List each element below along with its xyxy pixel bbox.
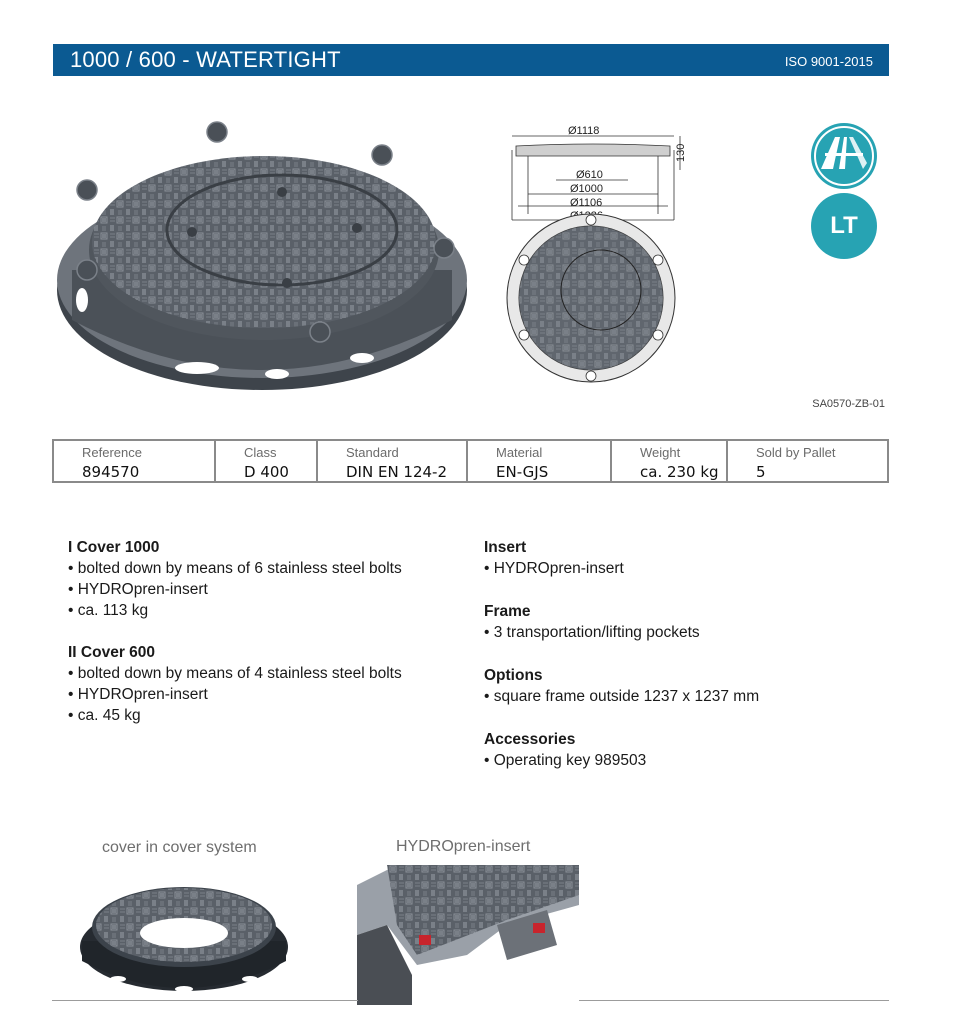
spec-value: 894570 [82, 463, 140, 481]
insert-title: Insert [484, 539, 527, 556]
cover1-title: I Cover 1000 [68, 539, 160, 556]
spec-material [467, 440, 611, 482]
divider [579, 1000, 889, 1001]
dim-130: 130 [675, 143, 687, 162]
drawing-code: SA0570-ZB-01 [812, 398, 885, 410]
options-title: Options [484, 667, 543, 684]
table-row [53, 440, 888, 482]
list-item: • 3 transportation/lifting pockets [484, 624, 700, 641]
spec-value: DIN EN 124-2 [346, 463, 448, 481]
spec-label: Weight [640, 445, 681, 460]
accessories-title: Accessories [484, 731, 576, 748]
spec-sold-by-pallet [727, 440, 888, 482]
hydropren-insert-image [357, 865, 579, 1005]
product-photo [52, 120, 472, 395]
spec-value: D 400 [244, 463, 289, 481]
load-class-badge [811, 193, 877, 259]
motorway-icon [811, 123, 877, 189]
list-item: • HYDROpren-insert [484, 560, 624, 577]
list-item: • HYDROpren-insert [68, 686, 208, 703]
list-item: • bolted down by means of 6 stainless steel bolts [68, 560, 402, 577]
dim-610: Ø610 [576, 169, 603, 181]
spec-table [52, 439, 889, 483]
page-header [53, 44, 889, 76]
list-item: • bolted down by means of 4 stainless steel bolts [68, 665, 402, 682]
caption-cover-system: cover in cover system [102, 839, 257, 856]
divider [52, 1000, 358, 1001]
component-details [484, 537, 884, 771]
spec-value: 5 [756, 463, 766, 481]
frame-title: Frame [484, 603, 531, 620]
spec-value: EN-GJS [496, 463, 549, 481]
list-item: • ca. 113 kg [68, 602, 149, 619]
dim-1106: Ø1106 [570, 197, 603, 209]
cover2-title: II Cover 600 [68, 644, 156, 661]
list-item: • HYDROpren-insert [68, 581, 208, 598]
technical-drawing [498, 120, 698, 390]
spec-label: Sold by Pallet [756, 445, 836, 460]
list-item: • ca. 45 kg [68, 707, 141, 724]
cover-system-image [78, 875, 290, 995]
spec-standard [317, 440, 467, 482]
lt-label: LT [830, 212, 858, 239]
spec-value: ca. 230 kg [640, 463, 719, 481]
dim-1000: Ø1000 [570, 183, 604, 195]
spec-label: Class [244, 445, 277, 460]
spec-reference [53, 440, 215, 482]
spec-label: Standard [346, 445, 399, 460]
spec-weight [611, 440, 727, 482]
caption-insert: HYDROpren-insert [396, 838, 531, 855]
list-item: • square frame outside 1237 x 1237 mm [484, 688, 760, 705]
spec-label: Material [496, 445, 543, 460]
spec-label: Reference [82, 445, 142, 460]
cover-details [68, 537, 468, 726]
spec-class [215, 440, 317, 482]
list-item: • Operating key 989503 [484, 752, 647, 769]
iso-certification: ISO 9001-2015 [784, 54, 873, 69]
dim-1118: Ø1118 [568, 125, 600, 137]
page-title: 1000 / 600 - WATERTIGHT [70, 47, 341, 72]
